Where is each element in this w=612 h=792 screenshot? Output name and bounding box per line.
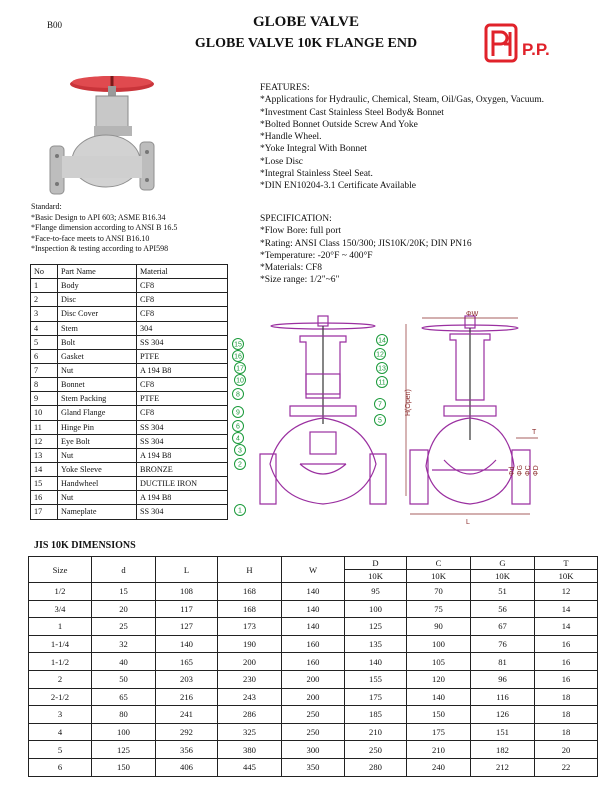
table-row	[29, 600, 598, 618]
table-cell: 185	[345, 706, 407, 724]
callout-number: 9	[236, 409, 240, 417]
table-row	[31, 335, 228, 349]
table-cell: 325	[218, 723, 282, 741]
table-cell: 200	[282, 670, 345, 688]
col-header: No	[31, 265, 58, 279]
feature-item: *Investment Cast Stainless Steel Body& Bonnet	[260, 107, 444, 118]
callout-number: 5	[378, 417, 382, 425]
feature-item: *Yoke Integral With Bonnet	[260, 144, 367, 155]
callout-number: 7	[378, 401, 382, 409]
table-cell: 210	[345, 723, 407, 741]
table-cell: 250	[282, 723, 345, 741]
table-cell: 3/4	[29, 600, 92, 618]
parts-table	[30, 264, 228, 520]
table-cell: 67	[471, 618, 535, 636]
table-cell: CF8	[137, 406, 228, 420]
table-cell: DUCTILE IRON	[137, 477, 228, 491]
table-cell: 173	[218, 618, 282, 636]
table-row	[29, 758, 598, 776]
feature-item: *Handle Wheel.	[260, 132, 322, 143]
table-row	[31, 307, 228, 321]
parts-header-row	[31, 265, 228, 279]
table-cell: CF8	[137, 378, 228, 392]
table-cell: 2	[31, 293, 58, 307]
table-cell: 140	[156, 635, 218, 653]
table-cell: 175	[407, 723, 471, 741]
table-cell: Stem	[58, 321, 137, 335]
table-row	[31, 462, 228, 476]
table-cell: 212	[471, 758, 535, 776]
table-cell: 243	[218, 688, 282, 706]
table-cell: 50	[92, 670, 156, 688]
table-cell: 230	[218, 670, 282, 688]
table-cell: 140	[345, 653, 407, 671]
features-heading: FEATURES:	[260, 83, 310, 93]
table-cell: SS 304	[137, 420, 228, 434]
dims-header-row	[29, 557, 598, 570]
table-cell: A 194 B8	[137, 448, 228, 462]
table-cell: 4	[29, 723, 92, 741]
table-cell: 105	[407, 653, 471, 671]
callout-number: 1	[238, 507, 242, 515]
logo-text: P.P.	[522, 40, 550, 59]
page-subtitle: GLOBE VALVE 10K FLANGE END	[194, 36, 418, 51]
table-cell: 140	[282, 583, 345, 601]
table-cell: Hinge Pin	[58, 420, 137, 434]
table-cell: 6	[29, 758, 92, 776]
table-cell: A 194 B8	[137, 363, 228, 377]
features-section	[260, 82, 605, 193]
feature-item: *Integral Stainless Steel Seat.	[260, 169, 373, 180]
table-cell: 14	[535, 618, 598, 636]
table-row	[31, 293, 228, 307]
table-cell: Disc	[58, 293, 137, 307]
standard-heading: Standard:	[31, 202, 62, 211]
table-cell: 190	[218, 635, 282, 653]
table-cell: Nut	[58, 448, 137, 462]
table-row	[29, 653, 598, 671]
col-header: d	[92, 557, 156, 583]
table-cell: 150	[407, 706, 471, 724]
dim-label-c: ΦC	[525, 465, 532, 476]
callout-number: 10	[236, 377, 244, 385]
table-cell: 9	[31, 392, 58, 406]
table-cell: 15	[92, 583, 156, 601]
table-row	[29, 706, 598, 724]
callout-number: 11	[378, 379, 386, 387]
table-cell: 160	[282, 635, 345, 653]
col-header: Size	[29, 557, 92, 583]
table-cell: 22	[535, 758, 598, 776]
table-cell: 286	[218, 706, 282, 724]
dim-label-l: L	[466, 519, 470, 526]
table-cell: 1	[29, 618, 92, 636]
table-cell: 135	[345, 635, 407, 653]
table-cell: Body	[58, 279, 137, 293]
table-cell: 126	[471, 706, 535, 724]
col-header: W	[282, 557, 345, 583]
table-cell: 140	[282, 618, 345, 636]
table-row	[29, 723, 598, 741]
table-cell: 11	[31, 420, 58, 434]
table-cell: 1/2	[29, 583, 92, 601]
table-row	[31, 505, 228, 519]
table-cell: 155	[345, 670, 407, 688]
valve-photo	[36, 66, 164, 202]
dim-label-h: H(Open)	[405, 389, 412, 416]
table-cell: 76	[471, 635, 535, 653]
specification-section	[260, 213, 605, 287]
table-cell: 16	[535, 635, 598, 653]
table-cell: 1-1/2	[29, 653, 92, 671]
table-cell: 65	[92, 688, 156, 706]
callout-number: 12	[376, 351, 384, 359]
table-cell: Nameplate	[58, 505, 137, 519]
table-cell: 100	[407, 635, 471, 653]
table-cell: 250	[282, 706, 345, 724]
table-cell: 3	[31, 307, 58, 321]
table-cell: 116	[471, 688, 535, 706]
table-cell: 127	[156, 618, 218, 636]
table-cell: 14	[535, 600, 598, 618]
table-row	[31, 448, 228, 462]
callout-number: 8	[236, 391, 240, 399]
table-cell: 240	[407, 758, 471, 776]
table-cell: 18	[535, 706, 598, 724]
table-cell: 18	[535, 723, 598, 741]
standard-item: *Flange dimension according to ANSI B 16.5	[31, 223, 178, 232]
specification-heading: SPECIFICATION:	[260, 214, 332, 224]
table-cell: Bonnet	[58, 378, 137, 392]
table-cell: 168	[218, 600, 282, 618]
table-cell: 20	[535, 741, 598, 759]
table-cell: 168	[218, 583, 282, 601]
table-cell: 151	[471, 723, 535, 741]
table-row	[29, 688, 598, 706]
table-cell: 175	[345, 688, 407, 706]
table-cell: BRONZE	[137, 462, 228, 476]
table-cell: SS 304	[137, 505, 228, 519]
table-cell: 2	[29, 670, 92, 688]
outline-drawing	[404, 310, 540, 530]
table-cell: 16	[31, 491, 58, 505]
callout-number: 14	[378, 337, 386, 345]
col-header: G	[471, 557, 535, 570]
table-cell: PTFE	[137, 392, 228, 406]
standard-section	[31, 202, 271, 255]
callout-number: 17	[236, 365, 244, 373]
feature-item: *DIN EN10204-3.1 Certificate Available	[260, 181, 416, 192]
table-cell: 140	[282, 600, 345, 618]
table-cell: 200	[282, 688, 345, 706]
table-cell: Stem Packing	[58, 392, 137, 406]
dimensions-table	[28, 556, 598, 777]
table-cell: Gland Flange	[58, 406, 137, 420]
spec-item: *Flow Bore: full port	[260, 226, 342, 237]
table-cell: 165	[156, 653, 218, 671]
table-cell: 12	[535, 583, 598, 601]
table-cell: Eye Bolt	[58, 434, 137, 448]
table-cell: 8	[31, 378, 58, 392]
spec-item: *Size range: 1/2"~6"	[260, 275, 340, 286]
table-cell: 250	[345, 741, 407, 759]
table-cell: 100	[92, 723, 156, 741]
table-cell: Bolt	[58, 335, 137, 349]
table-cell: 160	[282, 653, 345, 671]
table-cell: 5	[29, 741, 92, 759]
table-cell: 125	[92, 741, 156, 759]
table-cell: PTFE	[137, 349, 228, 363]
table-cell: 216	[156, 688, 218, 706]
table-cell: 10	[31, 406, 58, 420]
col-header: L	[156, 557, 218, 583]
table-cell: 18	[535, 688, 598, 706]
table-cell: A 194 B8	[137, 491, 228, 505]
table-cell: 445	[218, 758, 282, 776]
table-cell: 70	[407, 583, 471, 601]
table-cell: Disc Cover	[58, 307, 137, 321]
callout-number: 4	[236, 435, 240, 443]
table-row	[31, 491, 228, 505]
page-title: GLOBE VALVE	[252, 14, 360, 30]
table-row	[31, 434, 228, 448]
table-cell: 304	[137, 321, 228, 335]
table-cell: 4	[31, 321, 58, 335]
col-header: H	[218, 557, 282, 583]
table-cell: 117	[156, 600, 218, 618]
table-cell: 380	[218, 741, 282, 759]
table-cell: 292	[156, 723, 218, 741]
col-subheader: 10K	[535, 570, 598, 583]
col-header: Part Name	[58, 265, 137, 279]
table-row	[29, 618, 598, 636]
brand-logo	[484, 22, 584, 66]
table-cell: 16	[535, 653, 598, 671]
document-code: B00	[47, 20, 63, 30]
standard-item: *Inspection & testing according to API598	[31, 244, 169, 253]
table-row	[31, 349, 228, 363]
dim-label-g: ΦG	[517, 464, 524, 476]
table-cell: 200	[218, 653, 282, 671]
table-cell: 96	[471, 670, 535, 688]
table-row	[31, 477, 228, 491]
col-subheader: 10K	[471, 570, 535, 583]
table-row	[31, 279, 228, 293]
table-cell: 356	[156, 741, 218, 759]
table-cell: 5	[31, 335, 58, 349]
spec-item: *Materials: CF8	[260, 263, 323, 274]
table-cell: 16	[535, 670, 598, 688]
table-cell: CF8	[137, 307, 228, 321]
table-cell: Handwheel	[58, 477, 137, 491]
table-cell: 14	[31, 462, 58, 476]
table-cell: Nut	[58, 363, 137, 377]
sectional-drawing	[230, 314, 400, 529]
table-cell: 3	[29, 706, 92, 724]
table-cell: 140	[407, 688, 471, 706]
table-cell: 300	[282, 741, 345, 759]
col-subheader: 10K	[407, 570, 471, 583]
table-cell: 203	[156, 670, 218, 688]
table-cell: 20	[92, 600, 156, 618]
table-row	[31, 321, 228, 335]
callout-number: 2	[238, 461, 242, 469]
table-cell: 100	[345, 600, 407, 618]
dim-label-d: ΦD	[533, 465, 540, 476]
table-cell: 108	[156, 583, 218, 601]
table-cell: 15	[31, 477, 58, 491]
dim-label-t: T	[532, 429, 537, 436]
table-cell: 1	[31, 279, 58, 293]
col-header: C	[407, 557, 471, 570]
dimensions-title: JIS 10K DIMENSIONS	[34, 540, 136, 551]
table-cell: CF8	[137, 293, 228, 307]
table-cell: 125	[345, 618, 407, 636]
standard-item: *Face-to-face meets to ANSI B16.10	[31, 233, 150, 243]
table-cell: CF8	[137, 279, 228, 293]
table-row	[29, 583, 598, 601]
table-row	[29, 670, 598, 688]
col-subheader: 10K	[345, 570, 407, 583]
table-cell: 90	[407, 618, 471, 636]
table-cell: 40	[92, 653, 156, 671]
table-cell: 95	[345, 583, 407, 601]
callout-number: 15	[234, 341, 242, 349]
table-cell: 241	[156, 706, 218, 724]
col-header: D	[345, 557, 407, 570]
callout-number: 6	[236, 423, 240, 431]
callout-number: 13	[378, 365, 386, 373]
feature-item: *Lose Disc	[260, 156, 304, 167]
spec-item: *Temperature: -20°F ~ 400°F	[260, 250, 373, 261]
table-row	[31, 392, 228, 406]
table-cell: 32	[92, 635, 156, 653]
table-cell: 56	[471, 600, 535, 618]
table-cell: 13	[31, 448, 58, 462]
table-cell: 7	[31, 363, 58, 377]
table-cell: 120	[407, 670, 471, 688]
table-cell: SS 304	[137, 434, 228, 448]
table-cell: Gasket	[58, 349, 137, 363]
table-cell: 12	[31, 434, 58, 448]
standard-item: *Basic Design to API 603; ASME B16.34	[31, 212, 166, 222]
table-cell: 51	[471, 583, 535, 601]
callout-number: 16	[234, 353, 242, 361]
spec-item: *Rating: ANSI Class 150/300; JIS10K/20K; DIN PN16	[260, 238, 472, 249]
table-cell: 81	[471, 653, 535, 671]
table-cell: 150	[92, 758, 156, 776]
table-row	[29, 741, 598, 759]
table-cell: 350	[282, 758, 345, 776]
table-cell: 75	[407, 600, 471, 618]
feature-item: *Applications for Hydraulic, Chemical, Steam, Oil/Gas, Oxygen, Vacuum.	[260, 95, 544, 106]
table-cell: 280	[345, 758, 407, 776]
dim-label-w: ΦW	[466, 311, 479, 318]
table-row	[31, 378, 228, 392]
table-row	[31, 406, 228, 420]
table-cell: 182	[471, 741, 535, 759]
table-cell: 25	[92, 618, 156, 636]
table-cell: 406	[156, 758, 218, 776]
dim-label-bore: Φd	[509, 466, 516, 476]
table-cell: 17	[31, 505, 58, 519]
table-cell: 6	[31, 349, 58, 363]
table-cell: 210	[407, 741, 471, 759]
table-cell: 80	[92, 706, 156, 724]
col-header: T	[535, 557, 598, 570]
table-cell: 2-1/2	[29, 688, 92, 706]
table-cell: Yoke Sleeve	[58, 462, 137, 476]
callout-number: 3	[238, 447, 242, 455]
col-header: Material	[137, 265, 228, 279]
feature-item: *Bolted Bonnet Outside Screw And Yoke	[260, 119, 418, 130]
table-cell: SS 304	[137, 335, 228, 349]
table-cell: 1-1/4	[29, 635, 92, 653]
table-cell: Nut	[58, 491, 137, 505]
table-row	[31, 420, 228, 434]
table-row	[31, 363, 228, 377]
table-row	[29, 635, 598, 653]
